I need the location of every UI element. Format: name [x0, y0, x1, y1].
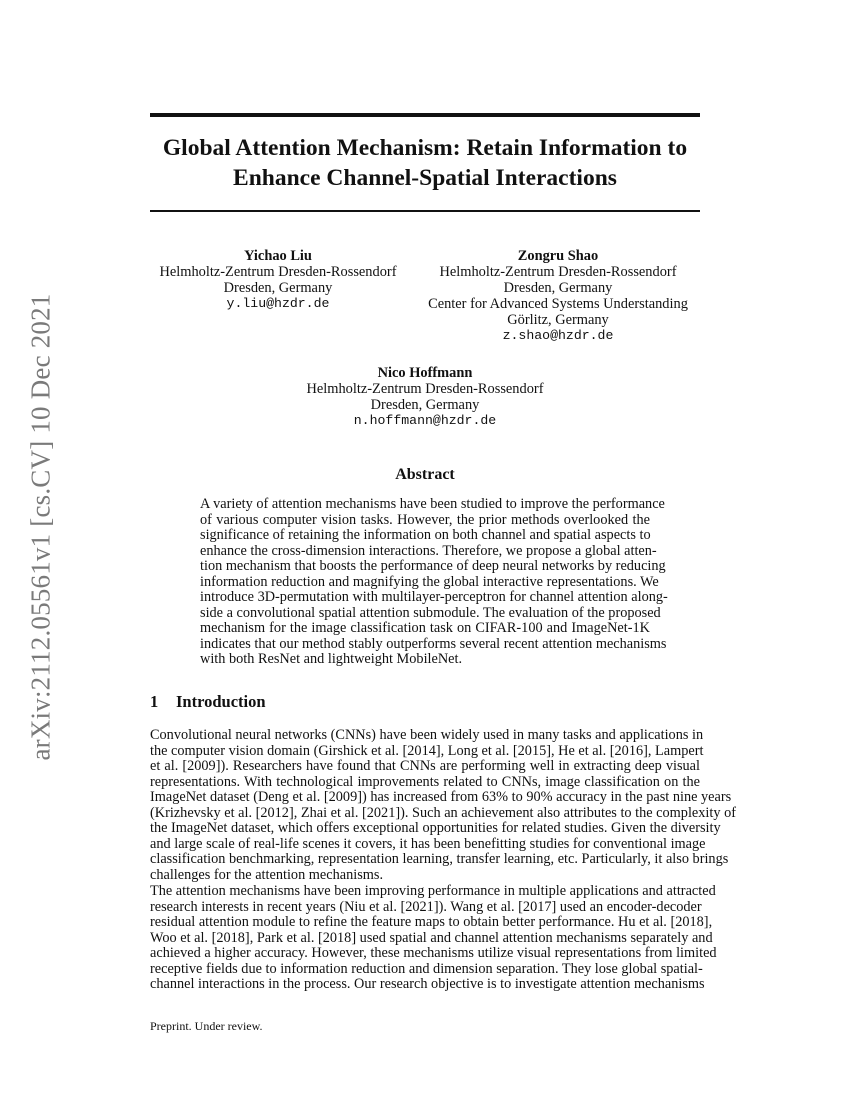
abstract-line: A variety of attention mechanisms have been studied to improve the performance: [200, 496, 665, 512]
body-line: et al. [2009]). Researchers have found that CNNs are performing well in extracting deep visual: [150, 758, 700, 774]
author-affiliation: Helmholtz-Zentrum Dresden-Rossendorf: [306, 381, 544, 397]
body-line: representations. With technological improvements related to CNNs, image classification on the: [150, 773, 700, 790]
author-location: Görlitz, Germany: [507, 312, 609, 328]
introduction-paragraph-1: [150, 727, 736, 883]
abstract-line: of various computer vision tasks. However, the prior methods overlooked the: [200, 511, 650, 528]
body-line: channel interactions in the process. Our research objective is to investigate attention mechanisms: [150, 976, 705, 992]
arxiv-identifier-sidebar: [18, 292, 64, 762]
abstract-body: [200, 496, 668, 668]
author-block-nico-hoffmann: [275, 365, 575, 429]
author-location: Dresden, Germany: [223, 280, 333, 296]
author-name: Yichao Liu: [244, 248, 312, 264]
section-heading-introduction: [150, 692, 700, 712]
author-email[interactable]: n.hoffmann@hzdr.de: [353, 413, 497, 428]
body-line: achieved a higher accuracy. However, these mechanisms utilize visual representations from limited: [150, 945, 717, 961]
title-top-rule: [150, 113, 700, 117]
author-email[interactable]: z.shao@hzdr.de: [502, 328, 614, 343]
author-affiliation: Center for Advanced Systems Understanding: [428, 296, 688, 312]
abstract-line: information reduction and magnifying the global interactive representations. We: [200, 573, 659, 590]
author-location: Dresden, Germany: [503, 280, 613, 296]
author-location: Dresden, Germany: [370, 397, 480, 413]
abstract-line: significance of retaining the information on both channel and spatial aspects to: [200, 527, 651, 543]
abstract-line: introduce 3D-permutation with multilayer-perceptron for channel attention along-: [200, 589, 668, 605]
abstract-line: mechanism for the image classification task on CIFAR-100 and ImageNet-1K: [200, 620, 650, 636]
author-block-zongru-shao: [416, 248, 700, 344]
body-line: classification benchmarking, representation learning, transfer learning, etc. Particularly, it also brings: [150, 851, 729, 867]
abstract-line: tion mechanism that boosts the performance of deep neural networks by reducing: [200, 558, 666, 574]
body-line: Convolutional neural networks (CNNs) have been widely used in many tasks and applications in: [150, 727, 704, 743]
abstract-line: with both ResNet and lightweight MobileNet.: [200, 651, 463, 667]
paper-title: [150, 133, 700, 193]
abstract-line: enhance the cross-dimension interactions. Therefore, we propose a global atten-: [200, 542, 657, 559]
body-line: the ImageNet dataset, which offers exceptional opportunities for related studies. Given the diversity: [150, 820, 721, 836]
title-bottom-rule: [150, 210, 700, 212]
author-affiliation: Helmholtz-Zentrum Dresden-Rossendorf: [439, 264, 677, 280]
title-line: Enhance Channel-Spatial Interactions: [233, 165, 617, 191]
section-title: Introduction: [176, 692, 266, 711]
abstract-line: indicates that our method stably outperforms several recent attention mechanisms: [200, 635, 667, 652]
body-line: Woo et al. [2018], Park et al. [2018] used spatial and channel attention mechanisms separately and: [150, 929, 713, 946]
author-block-yichao-liu: [150, 248, 406, 312]
section-number: 1: [150, 692, 159, 711]
preprint-footer: Preprint. Under review.: [150, 1019, 263, 1033]
body-line: and large scale of real-life scenes it covers, it has been benefitting studies for conventional image: [150, 835, 706, 852]
author-email[interactable]: y.liu@hzdr.de: [226, 296, 330, 311]
abstract-line: side a convolutional spatial attention submodule. The evaluation of the proposed: [200, 604, 661, 621]
author-name: Nico Hoffmann: [377, 365, 473, 381]
body-line: The attention mechanisms have been improving performance in multiple applications and attracted: [150, 883, 716, 899]
body-line: ImageNet dataset (Deng et al. [2009]) has increased from 63% to 90% accuracy in the past nine years: [150, 789, 732, 805]
body-line: receptive fields due to information reduction and dimension separation. They lose global spatial-: [150, 960, 703, 977]
abstract-heading: Abstract: [395, 466, 455, 483]
arxiv-identifier-text: arXiv:2112.05561v1 [cs.CV] 10 Dec 2021: [25, 293, 56, 761]
introduction-paragraph-2: [150, 883, 717, 993]
body-line: the computer vision domain (Girshick et al. [2014], Long et al. [2015], He et al. [2016], Lampert: [150, 742, 704, 759]
body-line: residual attention module to refine the feature maps to obtain better performance. Hu et al. [2018],: [150, 914, 713, 930]
author-name: Zongru Shao: [517, 248, 599, 264]
author-affiliation: Helmholtz-Zentrum Dresden-Rossendorf: [159, 264, 397, 280]
body-line: challenges for the attention mechanisms.: [150, 866, 384, 883]
body-line: research interests in recent years (Niu et al. [2021]). Wang et al. [2017] used an encoder-decoder: [150, 898, 702, 915]
body-line: (Krizhevsky et al. [2012], Zhai et al. [2021]). Such an achievement also attributes to the complexity of: [150, 804, 736, 821]
title-line: Global Attention Mechanism: Retain Information to: [162, 135, 688, 161]
